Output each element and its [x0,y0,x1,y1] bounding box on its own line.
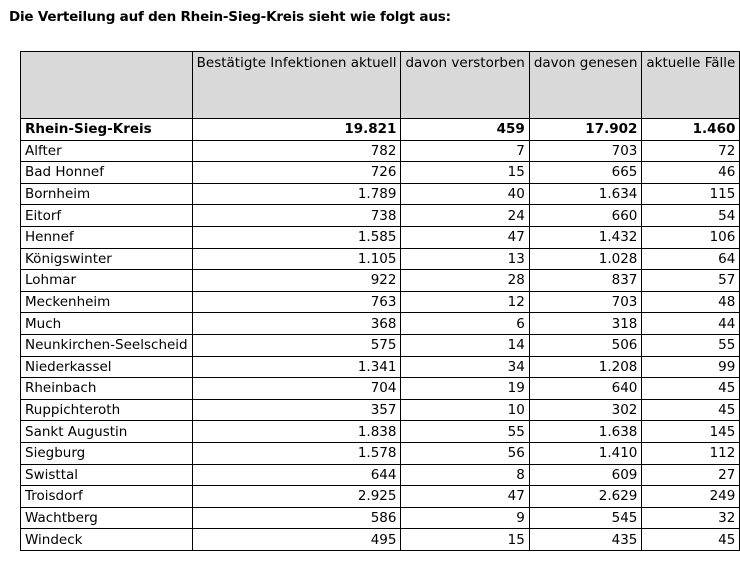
cell-confirmed: 368 [192,313,401,335]
cell-current: 106 [642,226,740,248]
cell-current: 45 [642,399,740,421]
table-row [21,162,740,184]
cell-confirmed: 2.925 [192,486,401,508]
cell-current: 115 [642,183,740,205]
cell-current: 44 [642,313,740,335]
table-row [21,291,740,313]
cell-recovered: 545 [529,507,642,529]
cell-district: Troisdorf [21,486,193,508]
cell-current: 27 [642,464,740,486]
cell-district: Hennef [21,226,193,248]
cell-recovered: 1.410 [529,442,642,464]
table-row [21,313,740,335]
table-row [21,421,740,443]
table-row [21,140,740,162]
cell-deceased: 10 [401,399,529,421]
cell-recovered: 609 [529,464,642,486]
cell-confirmed: 726 [192,162,401,184]
table-row [21,334,740,356]
cell-confirmed: 575 [192,334,401,356]
cell-confirmed: 922 [192,270,401,292]
cell-confirmed: 644 [192,464,401,486]
table-row [21,399,740,421]
cell-deceased: 13 [401,248,529,270]
cell-confirmed: 1.585 [192,226,401,248]
cell-deceased: 19 [401,378,529,400]
cell-recovered: 2.629 [529,486,642,508]
cell-confirmed: 1.838 [192,421,401,443]
cell-recovered: 435 [529,529,642,551]
cell-confirmed: 1.105 [192,248,401,270]
cell-deceased: 459 [401,119,529,141]
cell-district: Swisttal [21,464,193,486]
cell-district: Rhein-Sieg-Kreis [21,119,193,141]
table-row [21,378,740,400]
cell-current: 145 [642,421,740,443]
cell-current: 249 [642,486,740,508]
cell-current: 48 [642,291,740,313]
cell-current: 32 [642,507,740,529]
cell-confirmed: 763 [192,291,401,313]
cell-confirmed: 782 [192,140,401,162]
header-deceased: davon verstorben [401,52,529,119]
cell-district: Rheinbach [21,378,193,400]
cell-current: 54 [642,205,740,227]
table-row [21,442,740,464]
cell-district: Bornheim [21,183,193,205]
table-row [21,270,740,292]
cell-confirmed: 586 [192,507,401,529]
cell-district: Lohmar [21,270,193,292]
cell-current: 64 [642,248,740,270]
cell-deceased: 47 [401,226,529,248]
table-body [21,119,740,551]
header-district [21,52,193,119]
cell-recovered: 1.432 [529,226,642,248]
cell-recovered: 703 [529,291,642,313]
cell-district: Neunkirchen-Seelscheid [21,334,193,356]
table-row [21,205,740,227]
table-row [21,464,740,486]
cell-confirmed: 19.821 [192,119,401,141]
cell-deceased: 24 [401,205,529,227]
cell-recovered: 640 [529,378,642,400]
cell-current: 45 [642,378,740,400]
cell-deceased: 55 [401,421,529,443]
cell-deceased: 56 [401,442,529,464]
header-confirmed: Bestätigte Infektionen aktuell [192,52,401,119]
cell-confirmed: 738 [192,205,401,227]
cell-recovered: 1.638 [529,421,642,443]
cell-district: Meckenheim [21,291,193,313]
cell-confirmed: 704 [192,378,401,400]
cell-confirmed: 1.578 [192,442,401,464]
cell-deceased: 14 [401,334,529,356]
cell-recovered: 660 [529,205,642,227]
cell-current: 55 [642,334,740,356]
cell-current: 1.460 [642,119,740,141]
cell-recovered: 665 [529,162,642,184]
cell-deceased: 7 [401,140,529,162]
table-row [21,183,740,205]
cell-confirmed: 1.789 [192,183,401,205]
table-header-row [21,52,740,119]
cell-confirmed: 357 [192,399,401,421]
table-row [21,226,740,248]
cell-recovered: 1.028 [529,248,642,270]
cell-deceased: 15 [401,529,529,551]
cell-confirmed: 495 [192,529,401,551]
table-row [21,248,740,270]
table-row [21,507,740,529]
cell-recovered: 506 [529,334,642,356]
cell-current: 57 [642,270,740,292]
cell-confirmed: 1.341 [192,356,401,378]
cell-current: 99 [642,356,740,378]
cell-district: Alfter [21,140,193,162]
cell-deceased: 9 [401,507,529,529]
header-current: aktuelle Fälle [642,52,740,119]
page-heading: Die Verteilung auf den Rhein-Sieg-Kreis sieht wie folgt aus: [9,9,451,25]
cell-deceased: 6 [401,313,529,335]
cell-recovered: 703 [529,140,642,162]
cell-recovered: 302 [529,399,642,421]
cell-district: Bad Honnef [21,162,193,184]
table-row [21,356,740,378]
cell-district: Sankt Augustin [21,421,193,443]
table-row [21,486,740,508]
cell-district: Ruppichteroth [21,399,193,421]
cell-district: Windeck [21,529,193,551]
district-cases-table [20,51,740,551]
cell-district: Siegburg [21,442,193,464]
cell-deceased: 15 [401,162,529,184]
cell-current: 112 [642,442,740,464]
cell-deceased: 12 [401,291,529,313]
cell-recovered: 318 [529,313,642,335]
cell-deceased: 8 [401,464,529,486]
cell-deceased: 28 [401,270,529,292]
cell-recovered: 1.208 [529,356,642,378]
header-recovered: davon genesen [529,52,642,119]
table-row [21,529,740,551]
cell-recovered: 1.634 [529,183,642,205]
cell-deceased: 34 [401,356,529,378]
table-row-total [21,119,740,141]
cell-district: Niederkassel [21,356,193,378]
cell-district: Eitorf [21,205,193,227]
cell-deceased: 47 [401,486,529,508]
cell-district: Königswinter [21,248,193,270]
cell-deceased: 40 [401,183,529,205]
cell-recovered: 837 [529,270,642,292]
cell-current: 72 [642,140,740,162]
cell-current: 45 [642,529,740,551]
cell-current: 46 [642,162,740,184]
cell-district: Much [21,313,193,335]
cell-district: Wachtberg [21,507,193,529]
cell-recovered: 17.902 [529,119,642,141]
